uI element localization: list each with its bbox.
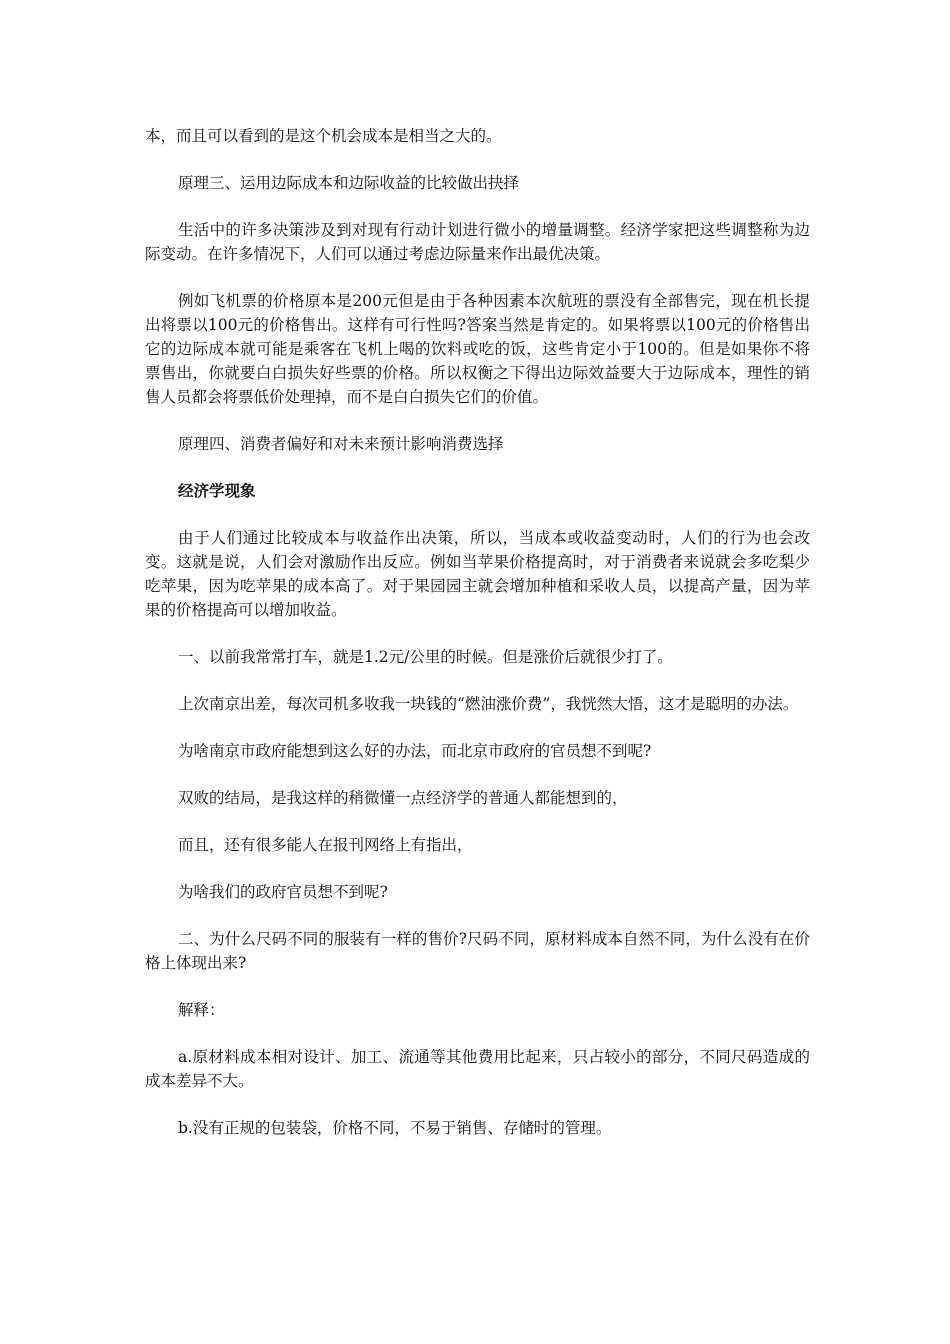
paragraph-taxi-1: 一、以前我常常打车，就是1.2元/公里的时候。但是涨价后就很少打了。 xyxy=(178,648,673,666)
paragraph-taxi-6: 为啥我们的政府官员想不到呢? xyxy=(178,883,388,901)
paragraph-explanation-a: a.原材料成本相对设计、加工、流通等其他费用比起来，只占较小的部分，不同尺码造成的成本差异不大。 xyxy=(145,1048,810,1090)
paragraph-explanation-b: b.没有正规的包装袋，价格不同，不易于销售、存储时的管理。 xyxy=(178,1119,612,1137)
paragraph-clothing-question: 二、为什么尺码不同的服装有一样的售价?尺码不同，原材料成本自然不同，为什么没有在价格上体现出来? xyxy=(145,930,810,972)
paragraph-continuation: 本，而且可以看到的是这个机会成本是相当之大的。 xyxy=(145,127,502,145)
section-heading-principle-3: 原理三、运用边际成本和边际收益的比较做出抉择 xyxy=(178,174,520,192)
paragraph-explanation-label: 解释： xyxy=(178,1001,225,1019)
paragraph-taxi-3: 为啥南京市政府能想到这么好的办法，而北京市政府的官员想不到呢? xyxy=(178,742,652,760)
document-page xyxy=(145,124,810,1163)
paragraph-taxi-5: 而且，还有很多能人在报刊网络上有指出， xyxy=(178,836,473,854)
paragraph-taxi-2: 上次南京出差，每次司机多收我一块钱的“燃油涨价费”，我恍然大悟，这才是聪明的办法。 xyxy=(178,695,799,713)
paragraph-incentives: 由于人们通过比较成本与收益作出决策，所以，当成本或收益变动时，人们的行为也会改变。这就是说，人们会对激励作出反应。例如当苹果价格提高时，对于消费者来说就会多吃梨少吃苹果，因为吃苹果的成本高了。对于果园园主就会增加种植和采收人员，以提高产量，因为苹果的价格提高可以增加收益。 xyxy=(145,529,810,619)
section-heading-principle-4: 原理四、消费者偏好和对未来预计影响消费选择 xyxy=(178,435,504,453)
paragraph-marginal-change: 生活中的许多决策涉及到对现有行动计划进行微小的增量调整。经济学家把这些调整称为边际变动。在许多情况下，人们可以通过考虑边际量来作出最优决策。 xyxy=(145,221,810,263)
paragraph-airfare-example: 例如飞机票的价格原本是200元但是由于各种因素本次航班的票没有全部售完，现在机长提出将票以100元的价格售出。这样有可行性吗?答案当然是肯定的。如果将票以100元的价格售出它的边际成本就可能是乘客在飞机上喝的饮料或吃的饭，这些肯定小于100的。但是如果你不将票售出，你就要白白损失好些票的价格。所以权衡之下得出边际效益要大于边际成本，理性的销售人员都会将票低价处理掉，而不是白白损失它们的价值。 xyxy=(145,292,810,406)
section-heading-phenomena: 经济学现象 xyxy=(178,481,256,500)
paragraph-taxi-4: 双败的结局，是我这样的稍微懂一点经济学的普通人都能想到的， xyxy=(178,789,628,807)
